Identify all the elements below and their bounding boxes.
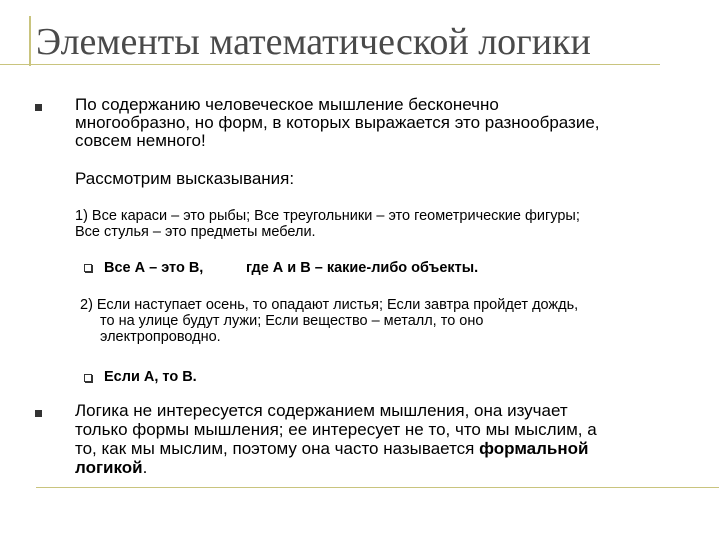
example2-line1: 2) Если наступает осень, то опадают листья; Если завтра пройдет дождь,	[80, 297, 579, 313]
point2-line1: Логика не интересуется содержанием мышления, она изучает	[75, 401, 568, 420]
consider-statements: Рассмотрим высказывания:	[75, 169, 295, 188]
square-bullet-icon	[35, 104, 42, 111]
bottom-divider	[36, 487, 719, 488]
point2-bold-logic: логикой	[75, 458, 143, 477]
example1-line1: 1) Все караси – это рыбы; Все треугольники – это геометрические фигуры;	[75, 208, 580, 224]
title-divider-vertical	[29, 16, 31, 66]
form2-main: Если А, то В.	[104, 369, 197, 385]
point2-line2: только формы мышления; ее интересует не то, что мы мыслим, а	[75, 420, 597, 439]
form1-main: Все А – это В,	[104, 260, 204, 276]
point1-line3: совсем немного!	[75, 131, 206, 150]
title-divider-horizontal	[0, 64, 660, 65]
point2-line4	[75, 459, 147, 477]
point2-bold-formal: формальной	[479, 439, 589, 458]
square-bullet-icon	[35, 410, 42, 417]
point2-line3-text: то, как мы мыслим, поэтому она часто называется	[75, 439, 475, 458]
point1-line2: многообразно, но форм, в которых выражается это разнообразие,	[75, 113, 600, 132]
point2-period: .	[142, 458, 148, 477]
example1-line2: Все стулья – это предметы мебели.	[75, 224, 316, 240]
point1-line1: По содержанию человеческое мышление бесконечно	[75, 95, 499, 114]
point2-line3	[75, 440, 588, 458]
slide-title: Элементы математической логики	[36, 21, 591, 63]
hollow-square-bullet-icon	[84, 264, 92, 272]
example2-line2: то на улице будут лужи; Если вещество – металл, то оно	[100, 313, 484, 329]
form1-note: где А и В – какие-либо объекты.	[246, 260, 479, 276]
example2-line3: электропроводно.	[100, 329, 221, 345]
hollow-square-bullet-icon	[84, 374, 92, 382]
